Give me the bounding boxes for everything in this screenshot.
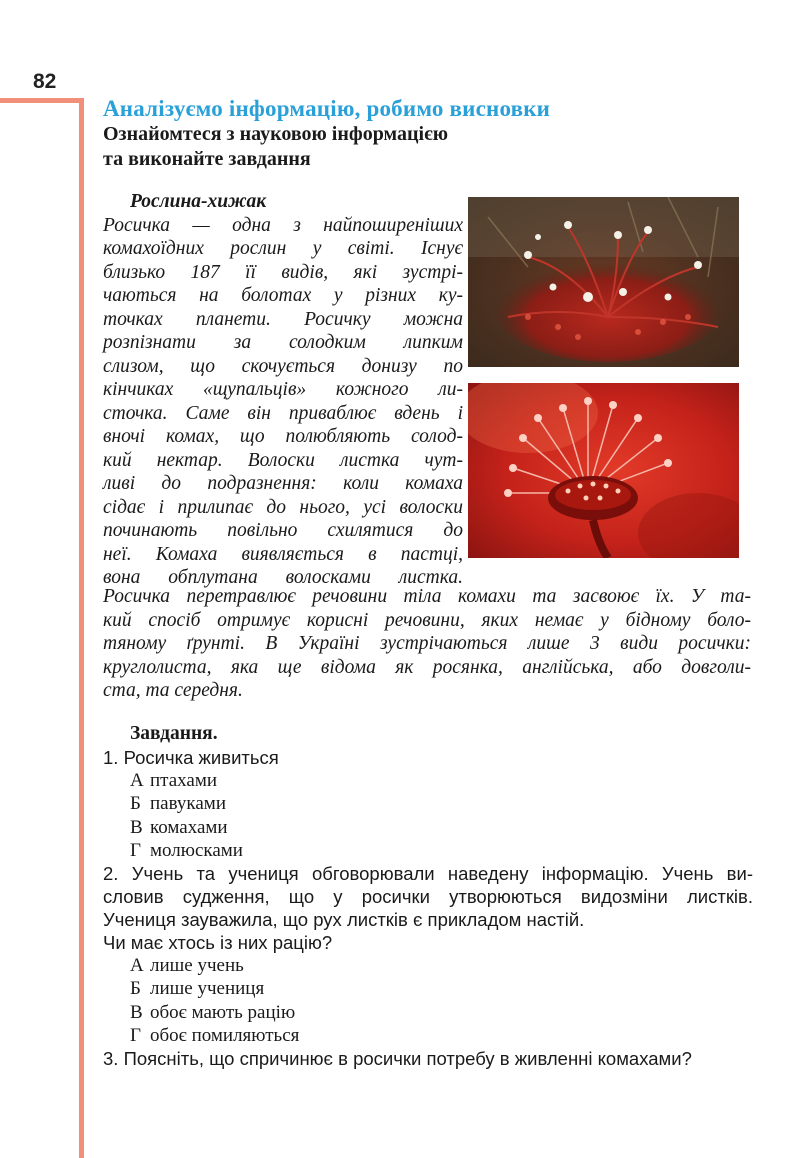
option-text: обоє мають рацію bbox=[150, 1001, 296, 1023]
article-title: Рослина-хижак bbox=[130, 191, 267, 212]
tasks-section bbox=[103, 722, 753, 1070]
question-2 bbox=[103, 862, 753, 954]
answer-option bbox=[103, 792, 753, 815]
option-text: молюсками bbox=[150, 839, 243, 861]
option-text: лише учень bbox=[150, 955, 244, 977]
text-line: ста, та середня. bbox=[103, 680, 243, 701]
text-line: близько 187 її видів, які зустрі- bbox=[103, 261, 463, 283]
answer-option bbox=[103, 839, 753, 862]
text-line: кий нектар. Волоски листка чут- bbox=[103, 449, 463, 471]
question-line: 2. Учень та учениця обговорювали наведену інформацію. Учень ви- bbox=[103, 863, 753, 885]
option-letter: Г bbox=[130, 839, 141, 861]
intro-line: та виконайте завдання bbox=[103, 148, 311, 170]
option-text: комахами bbox=[150, 816, 228, 838]
text-line: тяному ґрунті. В Україні зустрічаються лише 3 види росички: bbox=[103, 633, 751, 654]
margin-rule-horizontal bbox=[0, 98, 84, 103]
option-letter: Б bbox=[130, 793, 141, 815]
text-line: починають повільно схилятися до bbox=[103, 520, 463, 541]
text-line: чаються на болотах у різних ку- bbox=[103, 285, 463, 306]
text-line: кінчиках «щупальців» кожного ли- bbox=[103, 379, 463, 400]
text-line: сідає і прилипає до нього, усі волоски bbox=[103, 496, 463, 518]
text-line: слизом, що скочується донизу по bbox=[103, 355, 463, 377]
option-letter: В bbox=[130, 1001, 143, 1023]
option-letter: Б bbox=[130, 978, 141, 1000]
article bbox=[103, 190, 463, 590]
answer-option bbox=[103, 1001, 753, 1024]
intro-text bbox=[103, 122, 448, 172]
intro-line: Ознайомтеся з науковою інформацією bbox=[103, 123, 449, 145]
text-line: точках планети. Росичку можна bbox=[103, 308, 463, 330]
text-line: ливі до подразнення: коли комаха bbox=[103, 473, 463, 494]
option-text: птахами bbox=[150, 770, 218, 791]
tasks-title: Завдання. bbox=[130, 723, 218, 744]
option-letter: Г bbox=[130, 1025, 141, 1047]
option-letter: А bbox=[130, 770, 144, 791]
text-line: Росичка — одна з найпоширеніших bbox=[103, 214, 463, 236]
section-title: Аналізуємо інформацію, робимо висновки bbox=[103, 96, 551, 121]
option-letter: В bbox=[130, 816, 143, 838]
article-wrapped-text bbox=[103, 214, 463, 590]
article-full-width-text bbox=[103, 585, 751, 703]
question-line: Учениця зауважила, що рух листків є прикладом настій. bbox=[103, 909, 585, 931]
text-line: комахоїдних рослин у світі. Існує bbox=[103, 238, 463, 259]
answer-option bbox=[103, 954, 753, 977]
page-number: 82 bbox=[33, 70, 57, 93]
question-3: 3. Поясніть, що спричинює в росички потребу в живленні комахами? bbox=[103, 1048, 692, 1070]
answer-option bbox=[103, 977, 753, 1000]
option-text: павуками bbox=[150, 793, 226, 815]
text-line: круглолиста, яка ще відома як росянка, англійська, або довголи- bbox=[103, 656, 751, 678]
margin-rule-vertical bbox=[79, 98, 84, 1158]
text-line: розпізнати за солодким липким bbox=[103, 332, 463, 353]
answer-option bbox=[103, 1024, 753, 1047]
sundew-plant-photo bbox=[468, 197, 739, 367]
option-letter: А bbox=[130, 955, 144, 977]
option-text: обоє помиляються bbox=[150, 1025, 300, 1047]
text-line: кий спосіб отримує корисні речовини, яких немає у бідному боло- bbox=[103, 609, 751, 631]
text-line: сточка. Саме він приваблює вдень і bbox=[103, 402, 463, 424]
text-line: Росичка перетравлює речовини тіла комахи та засвоює їх. У та- bbox=[103, 586, 751, 607]
answer-option bbox=[103, 816, 753, 839]
option-text: лише учениця bbox=[150, 978, 265, 1000]
text-line: неї. Комаха виявляється в пастці, bbox=[103, 543, 463, 565]
question-line: Чи має хтось із них рацію? bbox=[103, 932, 333, 954]
question-1: 1. Росичка живиться bbox=[103, 747, 279, 768]
sundew-leaf-closeup-photo bbox=[468, 383, 739, 558]
text-line: вночі комах, що полюбляють солод- bbox=[103, 426, 463, 447]
question-line: словив судження, що у росички утворюються видозміни листків. bbox=[103, 886, 753, 908]
answer-option bbox=[103, 769, 753, 792]
text-line: вона обплутана волосками листка. bbox=[103, 567, 463, 588]
